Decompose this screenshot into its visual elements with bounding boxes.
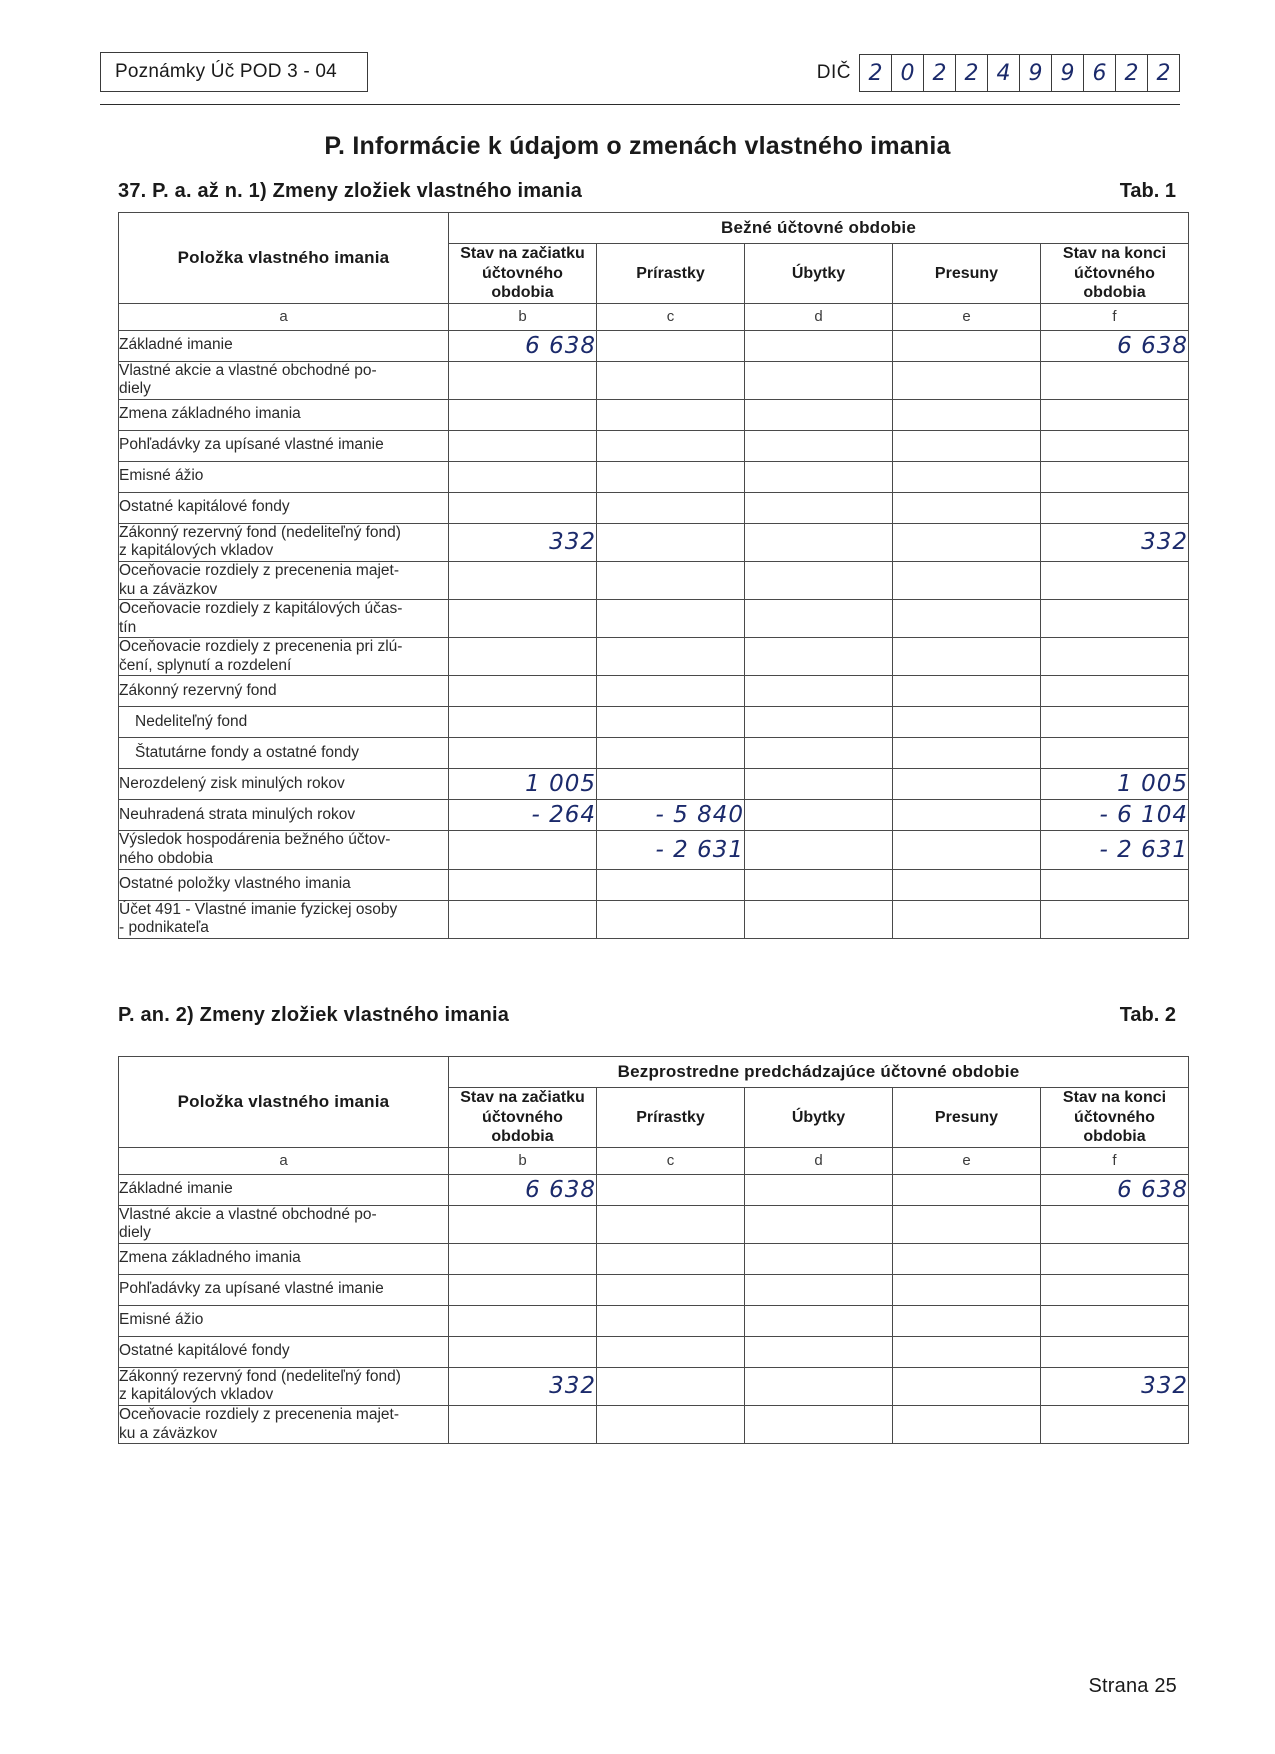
- table2-body: [119, 1174, 1189, 1444]
- table-row: [119, 1367, 1189, 1405]
- cell-e: [893, 1274, 1041, 1305]
- cell-b: [449, 430, 597, 461]
- cell-e: [893, 461, 1041, 492]
- dic-field: [817, 54, 1180, 92]
- cell-d: [745, 1305, 893, 1336]
- cell-b: [449, 707, 597, 738]
- page-title: P. Informácie k údajom o zmenách vlastného imania: [324, 132, 951, 160]
- cell-f: [1041, 1205, 1189, 1243]
- cell-c: [597, 1305, 745, 1336]
- cell-c: [597, 399, 745, 430]
- cell-f: 332: [1041, 523, 1189, 561]
- cell-d: [745, 492, 893, 523]
- letter2-f: f: [1041, 1147, 1189, 1174]
- cell-f: [1041, 361, 1189, 399]
- form-code-text: Poznámky Úč POD 3 - 04: [115, 61, 337, 82]
- cell-b: [449, 461, 597, 492]
- table-row: [119, 492, 1189, 523]
- cell-f: [1041, 676, 1189, 707]
- page-number: Strana 25: [1088, 1675, 1177, 1697]
- header2-period-group: Bezprostredne predchádzajúce účtovné obdobie: [449, 1057, 1189, 1088]
- cell-b: [449, 900, 597, 938]
- cell-b: [449, 1274, 597, 1305]
- cell-d: [745, 800, 893, 831]
- letter-e: e: [893, 303, 1041, 330]
- row-label: Výsledok hospodárenia bežného účtov- ného obdobia: [119, 831, 449, 869]
- header2-col-c: Prírastky: [597, 1088, 745, 1148]
- cell-e: [893, 900, 1041, 938]
- table-row: [119, 800, 1189, 831]
- dic-digit-9: 2: [1156, 60, 1171, 86]
- cell-e: [893, 831, 1041, 869]
- table-row: [119, 1174, 1189, 1205]
- table-row: [119, 461, 1189, 492]
- cell-b: [449, 399, 597, 430]
- cell-d: [745, 361, 893, 399]
- dic-digit-7: 6: [1084, 55, 1116, 91]
- letter2-c: c: [597, 1147, 745, 1174]
- table-row: [119, 900, 1189, 938]
- cell-b: [449, 831, 597, 869]
- dic-digit-6: 9: [1052, 55, 1084, 91]
- table-row: [119, 1336, 1189, 1367]
- row-label: Základné imanie: [119, 1174, 449, 1205]
- cell-d: [745, 769, 893, 800]
- dic-digit-3: 2: [956, 55, 988, 91]
- cell-c: [597, 676, 745, 707]
- cell-e: [893, 1205, 1041, 1243]
- cell-f: 332: [1041, 1367, 1189, 1405]
- cell-f: 6 638: [1041, 1174, 1189, 1205]
- cell-e: [893, 1367, 1041, 1405]
- row-label: Základné imanie: [119, 330, 449, 361]
- cell-d: [745, 1174, 893, 1205]
- cell-c: [597, 561, 745, 599]
- row-label: Oceňovacie rozdiely z precenenia pri zlú- čení, splynutí a rozdelení: [119, 638, 449, 676]
- cell-e: [893, 492, 1041, 523]
- table-body: [119, 330, 1189, 938]
- table2-letter-row: [119, 1147, 1189, 1174]
- cell-c: [597, 492, 745, 523]
- header-item-column: Položka vlastného imania: [119, 213, 449, 304]
- cell-f: [1041, 1243, 1189, 1274]
- cell-b: [449, 638, 597, 676]
- cell-d: [745, 1336, 893, 1367]
- cell-f: [1041, 1405, 1189, 1443]
- cell-c: [597, 900, 745, 938]
- cell-d: [745, 676, 893, 707]
- cell-c: [597, 1205, 745, 1243]
- row-label: Oceňovacie rozdiely z kapitálových účas- tín: [119, 600, 449, 638]
- dic-digit-4: 4: [988, 55, 1020, 91]
- cell-b: [449, 1205, 597, 1243]
- cell-f: [1041, 561, 1189, 599]
- cell-d: [745, 600, 893, 638]
- cell-e: [893, 399, 1041, 430]
- row-label: Štatutárne fondy a ostatné fondy: [119, 738, 449, 769]
- cell-c: [597, 1367, 745, 1405]
- cell-c: [597, 869, 745, 900]
- dic-digit-8: 2: [1116, 55, 1148, 91]
- cell-d: [745, 1205, 893, 1243]
- cell-b: [449, 1405, 597, 1443]
- cell-f: [1041, 600, 1189, 638]
- table-row: [119, 769, 1189, 800]
- section-heading-1: [118, 180, 1178, 203]
- row-label: Ostatné položky vlastného imania: [119, 869, 449, 900]
- row-label: Neuhradená strata minulých rokov: [119, 800, 449, 831]
- row-label: Pohľadávky za upísané vlastné imanie: [119, 1274, 449, 1305]
- cell-e: [893, 707, 1041, 738]
- table-row: [119, 676, 1189, 707]
- cell-b: 332: [449, 1367, 597, 1405]
- letter2-e: e: [893, 1147, 1041, 1174]
- table-row: [119, 430, 1189, 461]
- row-label: Zákonný rezervný fond (nedeliteľný fond) z kapitálových vkladov: [119, 1367, 449, 1405]
- header2-col-b: Stav na začiatku účtovného obdobia: [449, 1088, 597, 1148]
- row-label: Účet 491 - Vlastné imanie fyzickej osoby - podnikateľa: [119, 900, 449, 938]
- table-header-group-row: [119, 213, 1189, 244]
- section-1-tab: Tab. 1: [1119, 180, 1176, 202]
- row-label: Vlastné akcie a vlastné obchodné po- diely: [119, 1205, 449, 1243]
- cell-d: [745, 638, 893, 676]
- cell-e: [893, 330, 1041, 361]
- cell-f: [1041, 869, 1189, 900]
- cell-e: [893, 738, 1041, 769]
- cell-c: [597, 1336, 745, 1367]
- cell-e: [893, 638, 1041, 676]
- row-label: Zmena základného imania: [119, 1243, 449, 1274]
- cell-e: [893, 523, 1041, 561]
- row-label: Nerozdelený zisk minulých rokov: [119, 769, 449, 800]
- cell-d: [745, 869, 893, 900]
- row-label: Oceňovacie rozdiely z precenenia majet- ku a záväzkov: [119, 561, 449, 599]
- cell-d: [745, 399, 893, 430]
- table-row: [119, 738, 1189, 769]
- cell-f: [1041, 638, 1189, 676]
- section-heading-2: [118, 1004, 1178, 1027]
- row-label: Ostatné kapitálové fondy: [119, 1336, 449, 1367]
- row-label: Zákonný rezervný fond (nedeliteľný fond) z kapitálových vkladov: [119, 523, 449, 561]
- cell-e: [893, 430, 1041, 461]
- table-row: [119, 1274, 1189, 1305]
- table-row: [119, 330, 1189, 361]
- header-col-d: Úbytky: [745, 244, 893, 304]
- cell-b: [449, 738, 597, 769]
- cell-d: [745, 900, 893, 938]
- cell-d: [745, 330, 893, 361]
- letter-a: a: [119, 303, 449, 330]
- header-col-f: Stav na konci účtovného obdobia: [1041, 244, 1189, 304]
- table-row: [119, 561, 1189, 599]
- cell-c: [597, 361, 745, 399]
- cell-e: [893, 1405, 1041, 1443]
- cell-f: [1041, 900, 1189, 938]
- cell-d: [745, 523, 893, 561]
- table-row: [119, 1243, 1189, 1274]
- cell-e: [893, 1174, 1041, 1205]
- letter2-d: d: [745, 1147, 893, 1174]
- cell-e: [893, 361, 1041, 399]
- cell-e: [893, 676, 1041, 707]
- dic-digit-0: 2: [860, 55, 892, 91]
- cell-f: [1041, 1274, 1189, 1305]
- row-label: Zákonný rezervný fond: [119, 676, 449, 707]
- cell-e: [893, 561, 1041, 599]
- cell-d: [745, 1405, 893, 1443]
- cell-e: [893, 1305, 1041, 1336]
- cell-b: [449, 1305, 597, 1336]
- row-label: Vlastné akcie a vlastné obchodné po- diely: [119, 361, 449, 399]
- letter-b: b: [449, 303, 597, 330]
- cell-b: [449, 1336, 597, 1367]
- cell-c: [597, 769, 745, 800]
- table-row: [119, 1305, 1189, 1336]
- header2-col-e: Presuny: [893, 1088, 1041, 1148]
- section-2-tab: Tab. 2: [1119, 1004, 1176, 1026]
- row-label: Oceňovacie rozdiely z precenenia majet- ku a záväzkov: [119, 1405, 449, 1443]
- cell-c: [597, 330, 745, 361]
- table-row: [119, 1405, 1189, 1443]
- cell-b: [449, 600, 597, 638]
- cell-f: [1041, 430, 1189, 461]
- cell-f: [1041, 399, 1189, 430]
- cell-b: - 264: [449, 800, 597, 831]
- dic-digit-1: 0: [892, 55, 924, 91]
- cell-c: - 2 631: [597, 831, 745, 869]
- dic-digit-grid: [859, 54, 1180, 92]
- cell-f: [1041, 738, 1189, 769]
- form-code-box: [100, 52, 368, 92]
- cell-f: - 2 631: [1041, 831, 1189, 869]
- row-label: Emisné ážio: [119, 1305, 449, 1336]
- cell-c: [597, 638, 745, 676]
- cell-d: [745, 1367, 893, 1405]
- dic-digit-2: 2: [924, 55, 956, 91]
- cell-c: [597, 1274, 745, 1305]
- table-zmeny-zloziek-predchadzajuce: [118, 1056, 1189, 1444]
- row-label: Nedeliteľný fond: [119, 707, 449, 738]
- table2-header-group-row: [119, 1057, 1189, 1088]
- cell-c: [597, 707, 745, 738]
- cell-f: [1041, 492, 1189, 523]
- section-1-label: 37. P. a. až n. 1) Zmeny zložiek vlastného imania: [118, 180, 583, 202]
- cell-f: [1041, 707, 1189, 738]
- cell-b: 6 638: [449, 330, 597, 361]
- cell-e: [893, 800, 1041, 831]
- cell-b: 6 638: [449, 1174, 597, 1205]
- row-label: Pohľadávky za upísané vlastné imanie: [119, 430, 449, 461]
- cell-c: [597, 738, 745, 769]
- header2-col-d: Úbytky: [745, 1088, 893, 1148]
- table-row: [119, 600, 1189, 638]
- cell-e: [893, 769, 1041, 800]
- cell-d: [745, 430, 893, 461]
- cell-c: [597, 1405, 745, 1443]
- row-label: Emisné ážio: [119, 461, 449, 492]
- letter-d: d: [745, 303, 893, 330]
- header2-col-f: Stav na konci účtovného obdobia: [1041, 1088, 1189, 1148]
- cell-f: [1041, 1336, 1189, 1367]
- cell-c: [597, 430, 745, 461]
- cell-d: [745, 738, 893, 769]
- header-col-c: Prírastky: [597, 244, 745, 304]
- table-row: [119, 831, 1189, 869]
- cell-d: [745, 707, 893, 738]
- table-row: [119, 1205, 1189, 1243]
- dic-digit-5: 9: [1020, 55, 1052, 91]
- cell-c: [597, 1243, 745, 1274]
- header-col-b: Stav na začiatku účtovného obdobia: [449, 244, 597, 304]
- cell-b: [449, 492, 597, 523]
- cell-f: - 6 104: [1041, 800, 1189, 831]
- cell-e: [893, 1336, 1041, 1367]
- cell-f: [1041, 461, 1189, 492]
- table-row: [119, 361, 1189, 399]
- cell-b: [449, 561, 597, 599]
- header-divider: [100, 104, 1180, 105]
- table-row: [119, 638, 1189, 676]
- table-letter-row: [119, 303, 1189, 330]
- cell-c: [597, 600, 745, 638]
- header2-item-column: Položka vlastného imania: [119, 1057, 449, 1148]
- cell-d: [745, 1243, 893, 1274]
- cell-b: [449, 676, 597, 707]
- header-col-e: Presuny: [893, 244, 1041, 304]
- table-row: [119, 523, 1189, 561]
- cell-b: [449, 1243, 597, 1274]
- cell-b: 332: [449, 523, 597, 561]
- cell-d: [745, 461, 893, 492]
- cell-d: [745, 831, 893, 869]
- row-label: Ostatné kapitálové fondy: [119, 492, 449, 523]
- cell-e: [893, 600, 1041, 638]
- cell-b: 1 005: [449, 769, 597, 800]
- letter2-a: a: [119, 1147, 449, 1174]
- cell-e: [893, 869, 1041, 900]
- cell-d: [745, 1274, 893, 1305]
- header-period-group: Bežné účtovné obdobie: [449, 213, 1189, 244]
- letter-f: f: [1041, 303, 1189, 330]
- cell-c: [597, 523, 745, 561]
- cell-f: 1 005: [1041, 769, 1189, 800]
- cell-e: [893, 1243, 1041, 1274]
- cell-c: [597, 461, 745, 492]
- table-row: [119, 869, 1189, 900]
- section-2-label: P. an. 2) Zmeny zložiek vlastného imania: [118, 1004, 510, 1026]
- cell-f: [1041, 1305, 1189, 1336]
- cell-b: [449, 361, 597, 399]
- table-row: [119, 399, 1189, 430]
- cell-c: [597, 1174, 745, 1205]
- page-header: [100, 52, 1180, 96]
- cell-d: [745, 561, 893, 599]
- table-zmeny-zloziek-bezne: [118, 212, 1189, 939]
- cell-c: - 5 840: [597, 800, 745, 831]
- letter2-b: b: [449, 1147, 597, 1174]
- cell-f: 6 638: [1041, 330, 1189, 361]
- dic-label: DIČ: [816, 62, 851, 83]
- table-row: [119, 707, 1189, 738]
- letter-c: c: [597, 303, 745, 330]
- row-label: Zmena základného imania: [119, 399, 449, 430]
- cell-b: [449, 869, 597, 900]
